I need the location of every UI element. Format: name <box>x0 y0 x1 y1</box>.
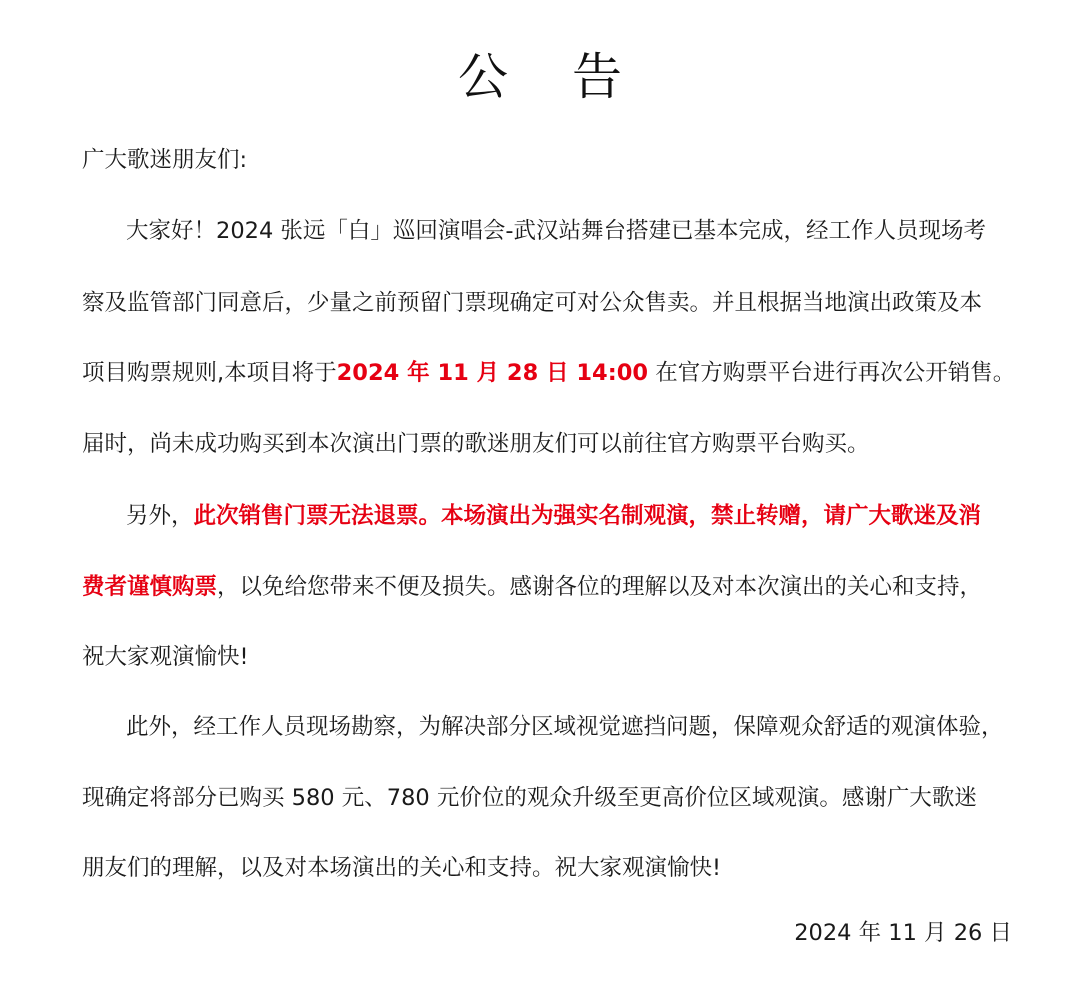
page-title <box>0 40 1080 114</box>
para3-line2: 现确定将部分已购买 580 元、780 元价位的观众升级至更高价位区域观演。感谢广大歌迷 <box>82 785 977 811</box>
para1-line3 <box>82 356 1015 390</box>
notice-date: 2024 年 11 月 26 日 <box>794 920 1012 946</box>
para1-line4: 届时，尚未成功购买到本次演出门票的歌迷朋友们可以前往官方购票平台购买。 <box>82 431 870 457</box>
title-char-2: 告 <box>572 48 622 106</box>
para1-line2: 察及监管部门同意后，少量之前预留门票现确定可对公众售卖。并且根据当地演出政策及本 <box>82 290 983 316</box>
para1-line1: 大家好！2024 张远「白」巡回演唱会-武汉站舞台搭建已基本完成，经工作人员现场考 <box>126 218 987 244</box>
no-refund-notice-highlight: 此次销售门票无法退票。本场演出为强实名制观演，禁止转赠，请广大歌迷及消 <box>193 503 982 529</box>
para2-line2 <box>82 570 982 604</box>
title-char-1: 公 <box>458 48 508 106</box>
para2-line1-text: 另外， <box>126 503 194 529</box>
para1-line3-text: 项目购票规则,本项目将于 <box>82 360 337 386</box>
para3-line3: 朋友们的理解，以及对本场演出的关心和支持。祝大家观演愉快! <box>82 855 722 881</box>
para2-line3: 祝大家观演愉快! <box>82 644 249 670</box>
para2-line2-text: ，以免给您带来不便及损失。感谢各位的理解以及对本次演出的关心和支持， <box>217 574 983 600</box>
para1-line3-text-end: 在官方购票平台进行再次公开销售。 <box>655 360 1016 386</box>
para2-line1 <box>126 499 981 533</box>
careful-purchase-highlight: 费者谨慎购票 <box>82 574 218 600</box>
sale-datetime-highlight: 2024 年 11 月 28 日 14:00 <box>336 360 649 386</box>
salutation: 广大歌迷朋友们: <box>82 147 248 173</box>
para3-line1: 此外，经工作人员现场勘察，为解决部分区域视觉遮挡问题，保障观众舒适的观演体验， <box>126 714 1004 740</box>
